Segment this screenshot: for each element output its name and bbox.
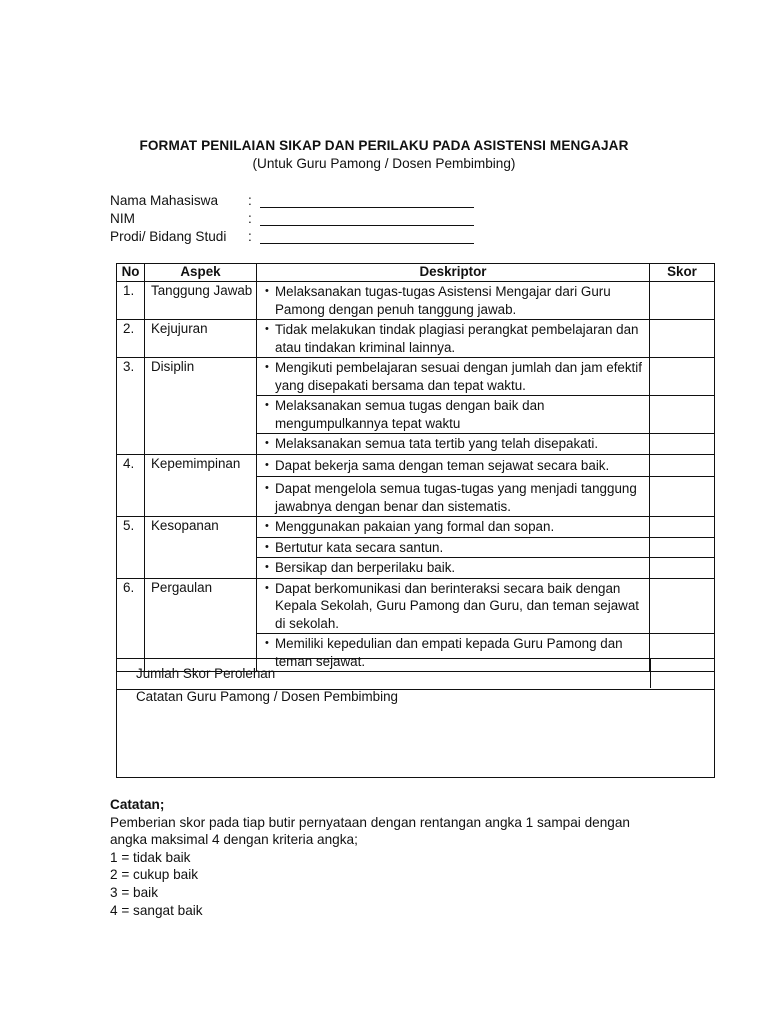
assessment-table <box>116 263 715 672</box>
descriptor-text: Bersikap dan berperilaku baik. <box>275 560 456 575</box>
total-score-row <box>116 658 715 690</box>
bullet: • <box>265 458 269 471</box>
field-label: Prodi/ Bidang Studi <box>110 229 227 244</box>
descriptor <box>257 558 650 579</box>
descriptor-text: Melaksanakan semua tata tertib yang telah disepakati. <box>275 436 599 451</box>
descriptor <box>257 282 650 320</box>
header-skor: Skor <box>650 264 715 282</box>
score-cell[interactable] <box>650 358 715 396</box>
bullet: • <box>265 437 269 449</box>
table-row <box>117 358 715 396</box>
row-number: 2. <box>117 320 145 358</box>
descriptor <box>257 454 650 477</box>
descriptor-text: Melaksanakan semua tugas dengan baik dan mengumpulkannya tepat waktu <box>275 398 545 431</box>
field-colon: : <box>248 193 252 208</box>
row-number: 6. <box>117 578 145 672</box>
descriptor-text: Melaksanakan tugas-tugas Asistensi Mengajar dari Guru Pamong dengan penuh tanggung jawab. <box>275 284 611 317</box>
criteria-item: 3 = baik <box>110 884 158 900</box>
document-subtitle: (Untuk Guru Pamong / Dosen Pembimbing) <box>252 156 516 171</box>
bullet: • <box>265 561 269 573</box>
scoring-notes <box>110 796 670 919</box>
table-row <box>117 454 715 477</box>
criteria-item: 4 = sangat baik <box>110 902 203 918</box>
descriptor-text: Memiliki kepedulian dan empati kepada Guru Pamong dan teman sejawat. <box>275 636 623 669</box>
score-cell[interactable] <box>650 320 715 358</box>
supervisor-notes-box[interactable] <box>116 689 715 778</box>
supervisor-notes-label: Catatan Guru Pamong / Dosen Pembimbing <box>136 689 399 704</box>
bullet: • <box>265 399 269 411</box>
descriptor-text: Dapat mengelola semua tugas-tugas yang menjadi tanggung jawabnya dengan benar dan sistematis. <box>275 481 637 514</box>
field-colon: : <box>248 229 252 244</box>
descriptor <box>257 396 650 434</box>
table-row <box>117 578 715 634</box>
descriptor-text: Dapat bekerja sama dengan teman sejawat secara baik. <box>275 457 610 473</box>
table-header-row <box>117 264 715 282</box>
table-row <box>117 320 715 358</box>
row-number: 4. <box>117 454 145 517</box>
field-label: NIM <box>110 211 135 226</box>
score-cell[interactable] <box>650 454 715 477</box>
score-cell[interactable] <box>650 558 715 579</box>
score-cell[interactable] <box>650 517 715 538</box>
score-cell[interactable] <box>650 578 715 634</box>
score-cell[interactable] <box>650 396 715 434</box>
bullet: • <box>265 361 269 373</box>
row-number: 3. <box>117 358 145 455</box>
header-aspek: Aspek <box>145 264 257 282</box>
descriptor <box>257 434 650 455</box>
row-aspek: Disiplin <box>145 358 257 455</box>
row-aspek: Pergaulan <box>145 578 257 672</box>
field-colon: : <box>248 211 252 226</box>
notes-heading: Catatan; <box>110 797 165 812</box>
score-cell[interactable] <box>650 537 715 558</box>
row-number: 5. <box>117 517 145 579</box>
total-score-label: Jumlah Skor Perolehan <box>136 666 276 681</box>
descriptor-text: Tidak melakukan tindak plagiasi perangkat pembelajaran dan atau tindakan kriminal lainnya. <box>275 322 639 355</box>
total-score-cell[interactable] <box>650 658 715 688</box>
bullet: • <box>265 323 269 335</box>
descriptor <box>257 578 650 634</box>
bullet: • <box>265 637 269 649</box>
row-aspek: Kejujuran <box>145 320 257 358</box>
descriptor <box>257 358 650 396</box>
table-row <box>117 517 715 538</box>
score-cell[interactable] <box>650 477 715 517</box>
descriptor <box>257 320 650 358</box>
criteria-item: 1 = tidak baik <box>110 849 191 865</box>
header-no: No <box>117 264 145 282</box>
field-fill-line[interactable] <box>260 243 474 244</box>
descriptor <box>257 477 650 517</box>
field-fill-line[interactable] <box>260 225 474 226</box>
row-aspek: Tanggung Jawab <box>145 282 257 320</box>
bullet: • <box>265 285 269 297</box>
field-label: Nama Mahasiswa <box>110 193 219 208</box>
table-row <box>117 282 715 320</box>
score-cell[interactable] <box>650 282 715 320</box>
row-aspek: Kepemimpinan <box>145 454 257 517</box>
descriptor-text: Bertutur kata secara santun. <box>275 539 444 555</box>
criteria-item: 2 = cukup baik <box>110 867 199 883</box>
bullet: • <box>265 520 269 532</box>
header-deskriptor: Deskriptor <box>257 264 650 282</box>
row-number: 1. <box>117 282 145 320</box>
descriptor-text: Menggunakan pakaian yang formal dan sopan. <box>275 519 555 534</box>
descriptor <box>257 537 650 558</box>
descriptor <box>257 517 650 538</box>
bullet: • <box>265 482 269 494</box>
document-title: FORMAT PENILAIAN SIKAP DAN PERILAKU PADA ASISTENSI MENGAJAR <box>139 138 629 153</box>
field-fill-line[interactable] <box>260 207 474 208</box>
notes-paragraph: Pemberian skor pada tiap butir pernyataan dengan rentangan angka 1 sampai dengan angka maksimal 4 dengan kriteria angka; <box>110 814 630 848</box>
descriptor-text: Mengikuti pembelajaran sesuai dengan jumlah dan jam efektif yang disepakati bersama dan tepat waktu. <box>275 360 642 393</box>
score-cell[interactable] <box>650 434 715 455</box>
row-aspek: Kesopanan <box>145 517 257 579</box>
bullet: • <box>265 581 269 594</box>
bullet: • <box>265 540 269 553</box>
descriptor-text: Dapat berkomunikasi dan berinteraksi secara baik dengan Kepala Sekolah, Guru Pamong dan Guru, dan teman sejawat di sekolah. <box>275 580 640 631</box>
